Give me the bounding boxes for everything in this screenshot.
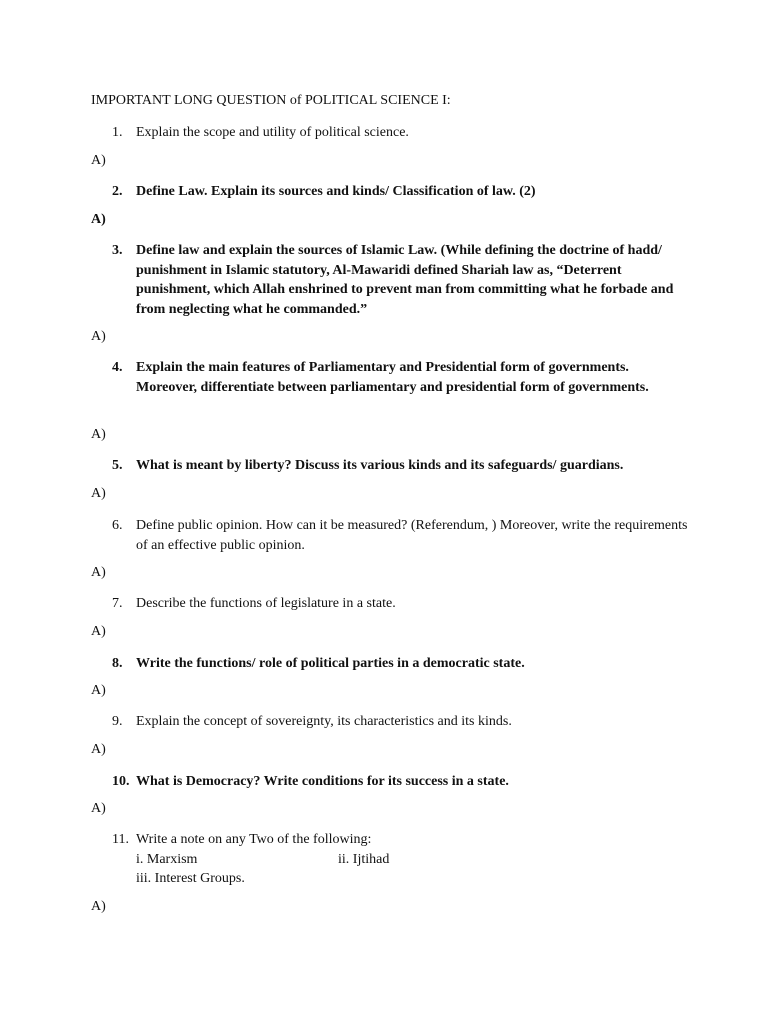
question-number: 1. bbox=[112, 125, 123, 140]
option-i: i. Marxism bbox=[136, 851, 198, 867]
question-3 bbox=[112, 241, 692, 319]
question-text: Explain the concept of sovereignty, its characteristics and its kinds. bbox=[136, 714, 512, 729]
question-text: Explain the scope and utility of political science. bbox=[136, 125, 409, 140]
question-text: Write a note on any Two of the following: bbox=[136, 832, 372, 847]
question-text: What is meant by liberty? Discuss its various kinds and its safeguards/ guardians. bbox=[136, 458, 624, 473]
question-text: Write the functions/ role of political parties in a democratic state. bbox=[136, 656, 525, 671]
answer-11: A) bbox=[91, 899, 106, 914]
question-11 bbox=[112, 830, 692, 889]
answer-10: A) bbox=[91, 801, 106, 816]
question-number: 7. bbox=[112, 596, 123, 611]
answer-1: A) bbox=[91, 153, 106, 168]
answer-2: A) bbox=[91, 212, 106, 227]
option-ii: ii. Ijtihad bbox=[338, 851, 390, 867]
question-number: 8. bbox=[112, 656, 123, 671]
question-number: 9. bbox=[112, 714, 123, 729]
question-number: 3. bbox=[112, 243, 123, 258]
question-text: Define law and explain the sources of Islamic Law. (While defining the doctrine of hadd/ punishment in Islamic statutory, Al-Mawaridi defined Shariah law as, “Deterrent punishment, which Allah enshrined to prevent man from committing what he forbade and from neglecting what he commanded.” bbox=[136, 243, 674, 317]
question-number: 4. bbox=[112, 360, 123, 375]
answer-7: A) bbox=[91, 624, 106, 639]
question-number: 10. bbox=[112, 774, 130, 789]
option-iii: iii. Interest Groups. bbox=[136, 871, 245, 886]
options-row-1 bbox=[136, 850, 692, 870]
question-text: What is Democracy? Write conditions for its success in a state. bbox=[136, 774, 509, 789]
question-number: 2. bbox=[112, 184, 123, 199]
options-row-2 bbox=[136, 869, 692, 889]
question-6 bbox=[112, 516, 692, 555]
answer-8: A) bbox=[91, 683, 106, 698]
answer-3: A) bbox=[91, 329, 106, 344]
question-4 bbox=[112, 358, 692, 397]
question-1 bbox=[112, 123, 692, 143]
question-7 bbox=[112, 594, 692, 614]
question-text: Define public opinion. How can it be measured? (Referendum, ) Moreover, write the requirements of an effective public opinion. bbox=[136, 518, 688, 553]
answer-9: A) bbox=[91, 742, 106, 757]
question-text: Describe the functions of legislature in a state. bbox=[136, 596, 396, 611]
question-text: Explain the main features of Parliamentary and Presidential form of governments. Moreover, differentiate between parliamentary and presidential form of governments. bbox=[136, 360, 649, 395]
question-5 bbox=[112, 456, 692, 476]
question-8 bbox=[112, 654, 692, 674]
question-text: Define Law. Explain its sources and kinds/ Classification of law. (2) bbox=[136, 184, 536, 199]
answer-5: A) bbox=[91, 486, 106, 501]
question-number: 5. bbox=[112, 458, 123, 473]
question-9 bbox=[112, 712, 692, 732]
question-number: 6. bbox=[112, 518, 123, 533]
question-2 bbox=[112, 182, 692, 202]
answer-6: A) bbox=[91, 565, 106, 580]
question-10 bbox=[112, 772, 692, 792]
answer-4: A) bbox=[91, 427, 106, 442]
document-heading: IMPORTANT LONG QUESTION of POLITICAL SCIENCE I: bbox=[91, 93, 451, 108]
question-number: 11. bbox=[112, 832, 129, 847]
